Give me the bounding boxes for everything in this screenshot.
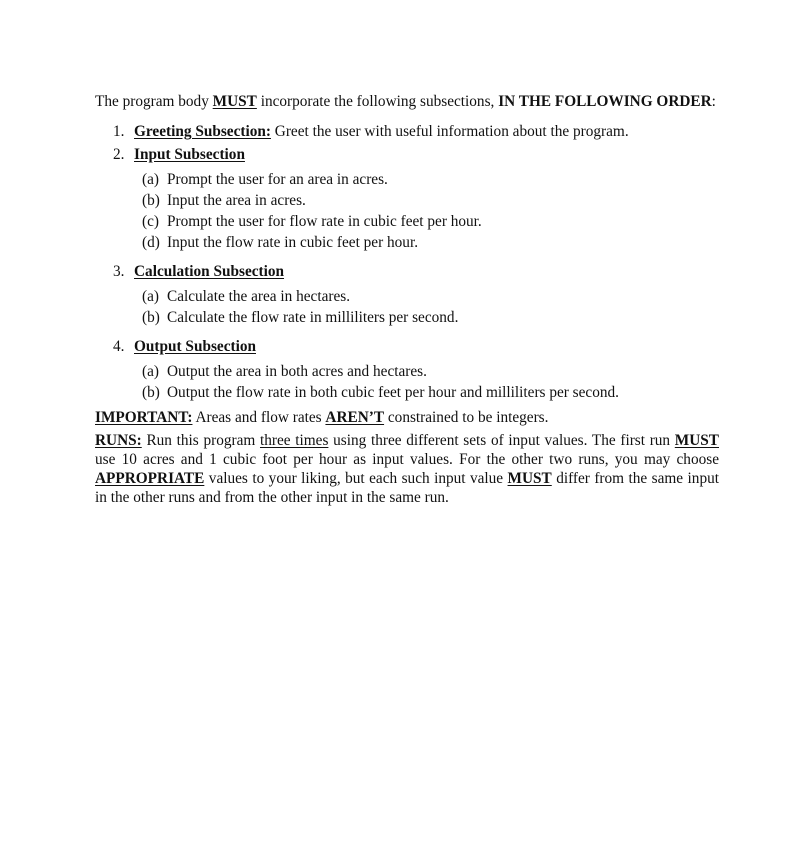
list-number: 4. <box>113 338 125 355</box>
runs-text-4: values to your liking, but each such input value <box>204 470 508 487</box>
sublist-text: Prompt the user for an area in acres. <box>167 171 388 188</box>
sublist <box>134 170 719 252</box>
list-number: 2. <box>113 146 125 163</box>
list-item-output <box>95 337 719 402</box>
runs-appropriate-emphasis: APPROPRIATE <box>95 470 205 487</box>
sublist-letter: (a) <box>142 171 159 188</box>
sublist-text: Calculate the area in hectares. <box>167 288 351 305</box>
document-page <box>95 92 719 507</box>
list-item-calculation <box>95 262 719 327</box>
list-number: 1. <box>113 123 125 140</box>
sublist-item <box>134 383 719 402</box>
intro-text-2: incorporate the following subsections, <box>256 93 499 110</box>
subsection-list <box>95 122 719 402</box>
runs-label: RUNS: <box>95 432 142 449</box>
sublist-letter: (b) <box>142 192 160 209</box>
intro-colon: : <box>711 93 716 110</box>
list-item-greeting <box>95 122 719 141</box>
list-item-description: Greet the user with useful information about the program. <box>270 123 629 140</box>
sublist <box>134 287 719 327</box>
sublist-item <box>134 191 719 210</box>
list-item-title: Output Subsection <box>134 338 256 355</box>
list-item-title: Greeting Subsection: <box>134 123 271 140</box>
runs-text: Run this program <box>141 432 260 449</box>
runs-must-emphasis-2: MUST <box>507 470 552 487</box>
sublist <box>134 362 719 402</box>
runs-paragraph <box>95 431 719 507</box>
runs-text-5: differ from the same input in the other runs and from the other input in the same run. <box>95 470 719 506</box>
intro-paragraph <box>95 92 719 111</box>
intro-order-emphasis: IN THE FOLLOWING ORDER <box>498 93 712 110</box>
intro-text: The program body <box>95 93 213 110</box>
sublist-item <box>134 212 719 231</box>
sublist-letter: (d) <box>142 234 160 251</box>
sublist-letter: (b) <box>142 384 160 401</box>
list-item-title: Calculation Subsection <box>134 263 285 280</box>
list-item-input <box>95 145 719 252</box>
intro-must-emphasis: MUST <box>212 93 257 110</box>
important-paragraph <box>95 408 719 427</box>
sublist-item <box>134 233 719 252</box>
sublist-letter: (a) <box>142 363 159 380</box>
sublist-letter: (c) <box>142 213 159 230</box>
list-number: 3. <box>113 263 125 280</box>
list-item-title: Input Subsection <box>134 146 245 163</box>
sublist-text: Input the flow rate in cubic feet per hour. <box>167 234 419 251</box>
sublist-item <box>134 362 719 381</box>
important-text-2: constrained to be integers. <box>384 409 549 426</box>
sublist-letter: (a) <box>142 288 159 305</box>
sublist-letter: (b) <box>142 309 160 326</box>
important-text: Areas and flow rates <box>192 409 326 426</box>
sublist-text: Output the flow rate in both cubic feet per hour and milliliters per second. <box>167 384 619 401</box>
runs-text-3: use 10 acres and 1 cubic foot per hour as input values. For the other two runs, you may choose <box>95 451 719 468</box>
sublist-item <box>134 308 719 327</box>
important-arent-emphasis: AREN’T <box>325 409 385 426</box>
important-label: IMPORTANT: <box>95 409 193 426</box>
runs-three-times-emphasis: three times <box>259 432 329 449</box>
sublist-text: Output the area in both acres and hectares. <box>167 363 427 380</box>
sublist-text: Input the area in acres. <box>167 192 306 209</box>
sublist-item <box>134 287 719 306</box>
runs-must-emphasis: MUST <box>674 432 719 449</box>
sublist-item <box>134 170 719 189</box>
sublist-text: Prompt the user for flow rate in cubic feet per hour. <box>167 213 482 230</box>
runs-text-2: using three different sets of input values. The first run <box>328 432 675 449</box>
sublist-text: Calculate the flow rate in milliliters per second. <box>167 309 459 326</box>
